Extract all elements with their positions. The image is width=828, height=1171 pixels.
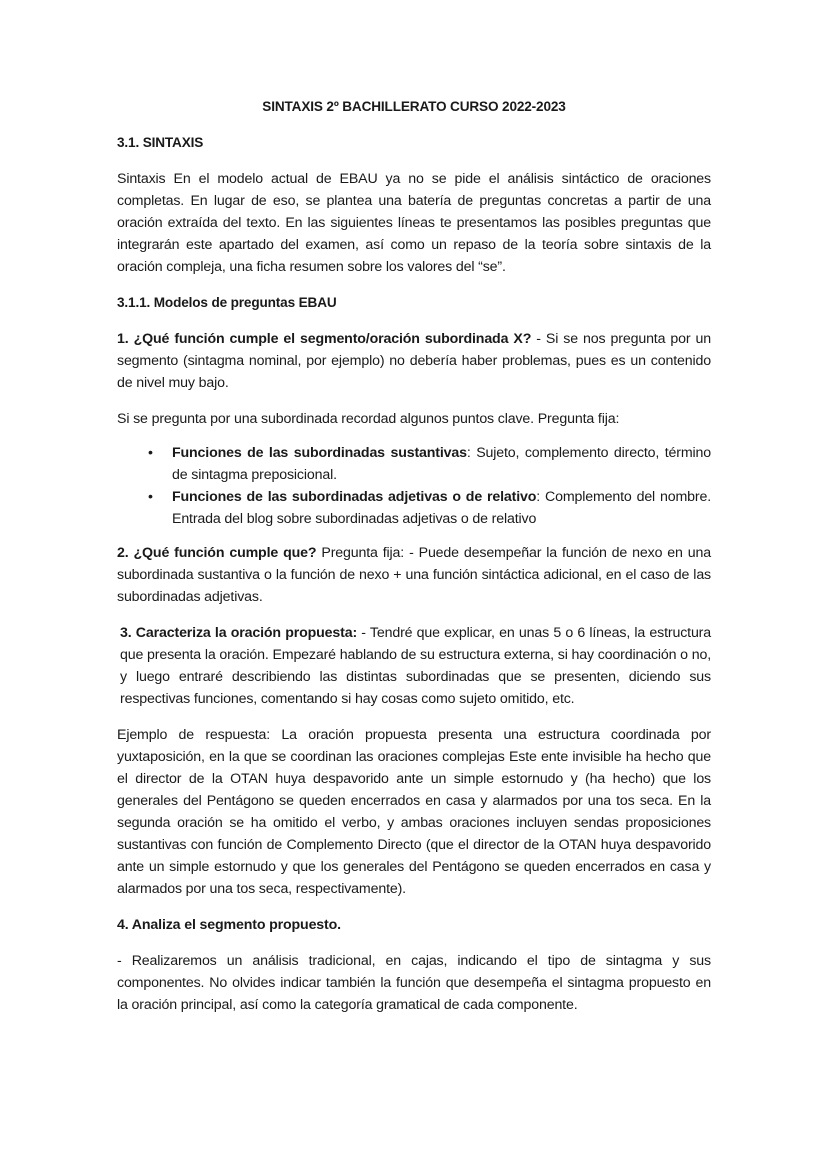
- bullet-icon: •: [148, 489, 153, 505]
- bullet-text: : Sujeto, complemento directo, término de sintagma preposicional.: [172, 445, 711, 483]
- document-page: [117, 96, 711, 1030]
- bullet-icon: •: [148, 445, 153, 461]
- bullet-label: Funciones de las subordinadas adjetivas o de relativo: [172, 489, 537, 505]
- question-4: [117, 914, 711, 936]
- list-item: [148, 486, 711, 530]
- example-paragraph: Ejemplo de respuesta: La oración propuesta presenta una estructura coordinada por yuxtaposición, en la que se coordinan las oraciones complejas Este ente invisible ha hecho que el director de la OTAN huya despavorido ante un simple estornudo y (ha hecho) que los generales del Pentágono se queden encerrados en casa y alarmados por una tos seca. En la segunda oración se ha omitido el verbo, y ambas oraciones incluyen sendas proposiciones sustantivas con función de Complemento Directo (que el director de la OTAN huya despavorido ante un simple estornudo y que los generales del Pentágono se queden encerrados en casa y alarmados por una tos seca, respectivamente).: [117, 727, 711, 897]
- subordinate-intro: Si se pregunta por una subordinada recordad algunos puntos clave. Pregunta fija:: [117, 411, 620, 427]
- question-3: [117, 622, 711, 710]
- question-3-label: 3. Caracteriza la oración propuesta:: [120, 625, 358, 641]
- question-2-text: Pregunta fija: - Puede desempeñar la función de nexo en una subordinada sustantiva o la función de nexo + una función sintáctica adicional, en el caso de las subordinadas adjetivas.: [117, 545, 711, 605]
- section-heading: 3.1. SINTAXIS: [117, 135, 204, 150]
- intro-paragraph: Sintaxis En el modelo actual de EBAU ya no se pide el análisis sintáctico de oraciones completas. En lugar de eso, se plantea una batería de preguntas concretas a partir de una oración extraída del texto. En las siguientes líneas te presentamos las posibles preguntas que integrarán este apartado del examen, así como un repaso de la teoría sobre sintaxis de la oración compleja, una ficha resumen sobre los valores del “se”.: [117, 171, 711, 275]
- question-4-label: 4. Analiza el segmento propuesto.: [117, 917, 341, 933]
- bullet-label: Funciones de las subordinadas sustantivas: [172, 445, 467, 461]
- question-2-label: 2. ¿Qué función cumple que?: [117, 545, 317, 561]
- subsection-heading: 3.1.1. Modelos de preguntas EBAU: [117, 295, 337, 310]
- document-title: SINTAXIS 2º BACHILLERATO CURSO 2022-2023: [262, 99, 566, 114]
- bullet-text: : Complemento del nombre. Entrada del blog sobre subordinadas adjetivas o de relativo: [172, 489, 711, 527]
- question-1-text: - Si se nos pregunta por un segmento (sintagma nominal, por ejemplo) no debería haber problemas, pues es un contenido de nivel muy bajo.: [117, 331, 712, 391]
- question-1-label: 1. ¿Qué función cumple el segmento/oración subordinada X?: [117, 331, 532, 347]
- list-item: [148, 442, 711, 486]
- question-2: [117, 542, 711, 608]
- subordinate-functions-list: [117, 442, 711, 530]
- analysis-paragraph: - Realizaremos un análisis tradicional, en cajas, indicando el tipo de sintagma y sus componentes. No olvides indicar también la función que desempeña el sintagma propuesto en la oración principal, así como la categoría gramatical de cada componente.: [117, 953, 711, 1013]
- question-3-text: - Tendré que explicar, en unas 5 o 6 líneas, la estructura que presenta la oración. Empezaré hablando de su estructura externa, si hay coordinación o no, y luego entraré describiendo las distintas subordinadas que se presenten, diciendo sus respectivas funciones, comentando si hay cosas como sujeto omitido, etc.: [120, 625, 711, 707]
- question-1: [117, 328, 711, 394]
